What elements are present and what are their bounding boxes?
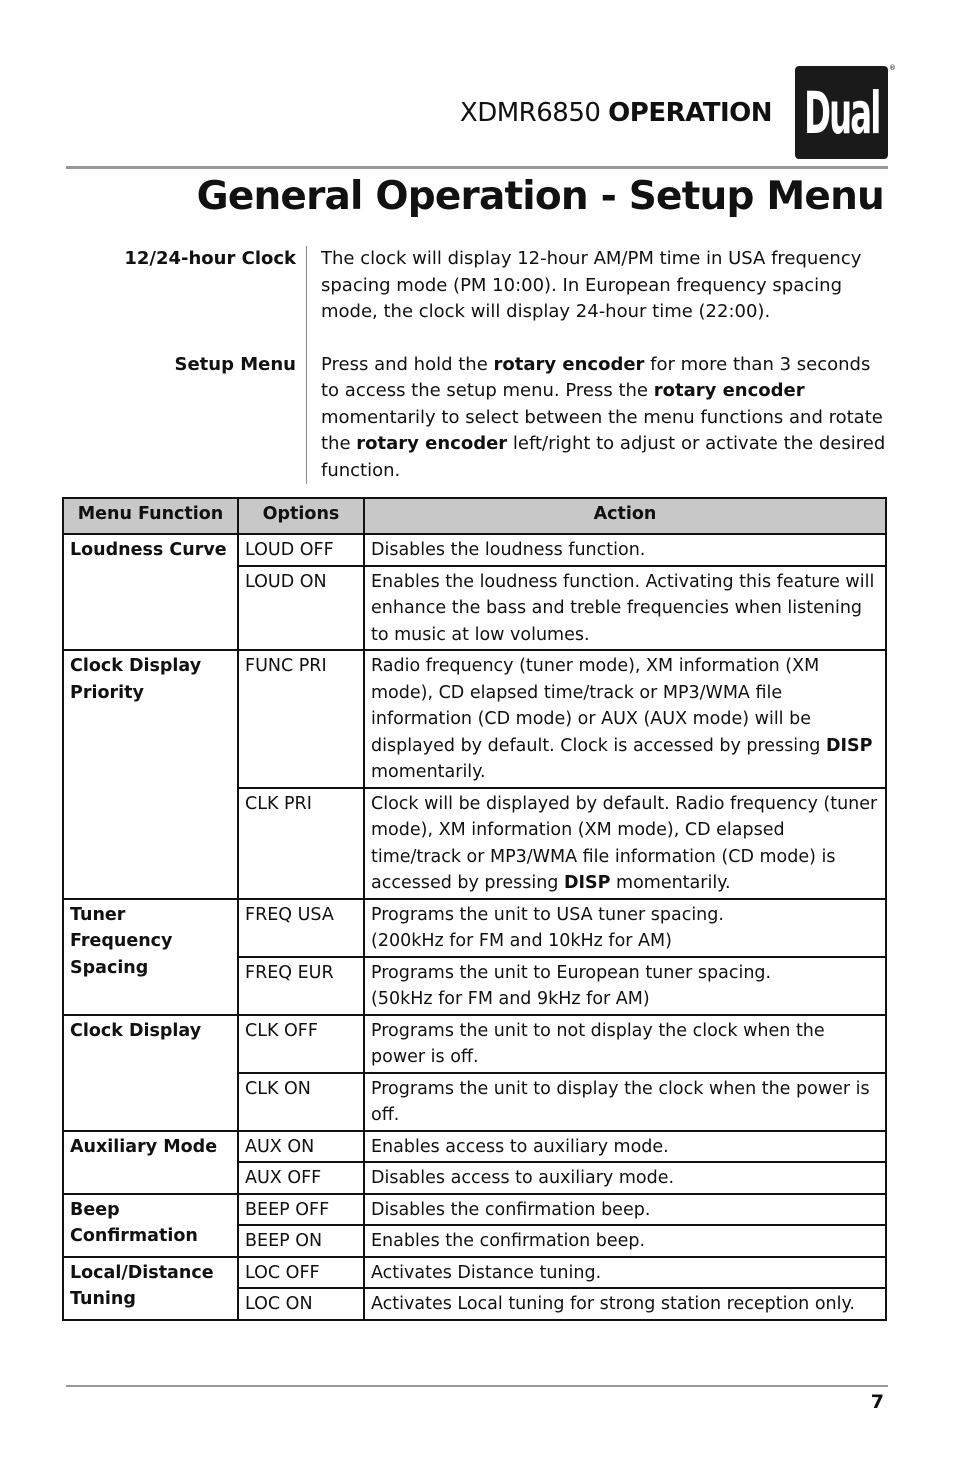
option-cell: AUX OFF [238, 1162, 364, 1194]
model-number: XDMR6850 [459, 98, 601, 128]
table-row [63, 534, 886, 566]
option-cell: LOUD OFF [238, 534, 364, 566]
menu-function-cell: Local/Distance Tuning [63, 1257, 238, 1320]
table-row [63, 899, 886, 957]
option-cell: LOC OFF [238, 1257, 364, 1289]
action-cell: Enables the confirmation beep. [364, 1225, 886, 1257]
action-cell: Programs the unit to not display the clock when the power is off. [364, 1015, 886, 1073]
action-cell: Disables the confirmation beep. [364, 1194, 886, 1226]
option-cell: LOUD ON [238, 566, 364, 651]
section-name: OPERATION [608, 98, 772, 128]
action-cell: Disables access to auxiliary mode. [364, 1162, 886, 1194]
setup-menu-table [62, 497, 887, 1321]
table-row [63, 1194, 886, 1226]
page-title: General Operation - Setup Menu [196, 174, 884, 219]
page-number: 7 [870, 1391, 884, 1413]
option-cell: CLK OFF [238, 1015, 364, 1073]
action-cell: Programs the unit to European tuner spacing. (50kHz for FM and 9kHz for AM) [364, 957, 886, 1015]
table-row [63, 650, 886, 788]
option-cell: FUNC PRI [238, 650, 364, 788]
action-cell: Programs the unit to USA tuner spacing. (200kHz for FM and 10kHz for AM) [364, 899, 886, 957]
menu-function-cell: Auxiliary Mode [63, 1131, 238, 1194]
intro-text: Press and hold the rotary encoder for more than 3 seconds to access the setup menu. Press the rotary encoder momentarily to select between the menu functions and rotate the rotary encoder left/right to adjust or activate the desired function. [306, 352, 888, 485]
action-cell: Activates Distance tuning. [364, 1257, 886, 1289]
registered-mark: ® [889, 64, 896, 72]
table-row [63, 1131, 886, 1163]
table-row [63, 1257, 886, 1289]
menu-function-cell: Tuner Frequency Spacing [63, 899, 238, 1015]
table-row [63, 1015, 886, 1073]
action-cell: Enables access to auxiliary mode. [364, 1131, 886, 1163]
column-header: Options [238, 498, 364, 534]
intro-label: Setup Menu [174, 353, 296, 375]
option-cell: BEEP ON [238, 1225, 364, 1257]
intro-label: 12/24-hour Clock [124, 248, 296, 269]
logo-text: Dual [803, 78, 880, 147]
action-cell: Clock will be displayed by default. Radio frequency (tuner mode), XM information (XM mode), CD elapsed time/track or MP3/WMA file information (CD mode) is accessed by pressing DISP momentarily. [364, 788, 886, 899]
intro-section [66, 246, 888, 484]
menu-function-cell: Beep Confirmation [63, 1194, 238, 1257]
action-cell: Programs the unit to display the clock when the power is off. [364, 1073, 886, 1131]
action-cell: Radio frequency (tuner mode), XM information (XM mode), CD elapsed time/track or MP3/WMA file information (CD mode) or AUX (AUX mode) will be displayed by default. Clock is accessed by pressing DISP momentarily. [364, 650, 886, 788]
action-cell: Activates Local tuning for strong station reception only. [364, 1288, 886, 1320]
menu-function-cell: Clock Display Priority [63, 650, 238, 899]
column-header: Menu Function [63, 498, 238, 534]
header-rule [66, 166, 888, 169]
header-model-line [460, 98, 772, 128]
table-header-row [63, 498, 886, 534]
brand-logo [795, 66, 888, 159]
action-cell: Enables the loudness function. Activating this feature will enhance the bass and treble frequencies when listening to music at low volumes. [364, 566, 886, 651]
option-cell: FREQ USA [238, 899, 364, 957]
option-cell: CLK ON [238, 1073, 364, 1131]
option-cell: FREQ EUR [238, 957, 364, 1015]
intro-row-clock [66, 246, 888, 352]
intro-text: The clock will display 12-hour AM/PM time in USA frequency spacing mode (PM 10:00). In European frequency spacing mode, the clock will display 24-hour time (22:00). [306, 246, 888, 352]
footer-rule [66, 1385, 888, 1387]
column-header: Action [364, 498, 886, 534]
intro-row-setup [66, 352, 888, 485]
option-cell: BEEP OFF [238, 1194, 364, 1226]
menu-function-cell: Loudness Curve [63, 534, 238, 650]
table-body [63, 534, 886, 1320]
action-cell: Disables the loudness function. [364, 534, 886, 566]
option-cell: LOC ON [238, 1288, 364, 1320]
option-cell: AUX ON [238, 1131, 364, 1163]
menu-function-cell: Clock Display [63, 1015, 238, 1131]
option-cell: CLK PRI [238, 788, 364, 899]
